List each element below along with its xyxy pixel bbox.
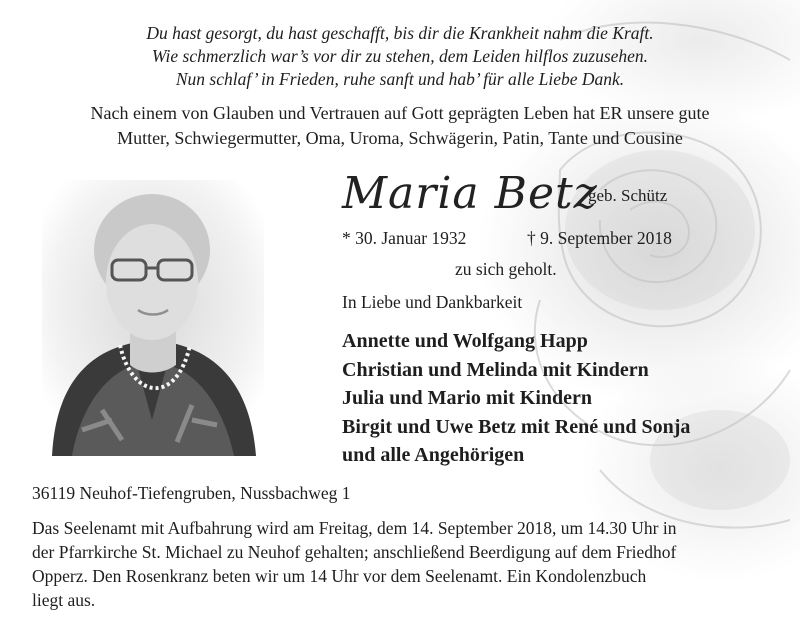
birth-date: * 30. Januar 1932 [342,228,467,248]
mourner-line: Annette und Wolfgang Happ [342,330,588,352]
service-line: liegt aus. [32,590,96,610]
address: 36119 Neuhof-Tiefengruben, Nussbachweg 1 [32,483,351,503]
taken-phrase: zu sich geholt. [455,259,557,279]
intro-text [0,101,800,151]
mourner-line: und alle Angehörigen [342,444,525,466]
mourner-line: Birgit und Uwe Betz mit René und Sonja [342,415,691,438]
poem-line: Nun schlaf’ in Frieden, ruhe sanft und hab’ für alle Liebe Dank. [175,69,625,89]
death-date: † 9. September 2018 [527,228,672,248]
memorial-poem [0,22,800,91]
deceased-name: Maria Betz [342,168,598,219]
mourner-line: Julia und Mario mit Kindern [342,387,593,409]
service-line: Das Seelenamt mit Aufbahrung wird am Freitag, dem 14. September 2018, um 14.30 Uhr in [32,518,677,538]
mourner-line: Christian und Melinda mit Kindern [342,358,649,381]
intro-line: Mutter, Schwiegermutter, Oma, Uroma, Schwägerin, Patin, Tante und Cousine [117,128,683,148]
intro-line: Nach einem von Glauben und Vertrauen auf Gott geprägten Leben hat ER unsere gute [90,103,710,123]
closing-phrase: In Liebe und Dankbarkeit [342,292,523,312]
mourners-list [342,327,690,470]
poem-line: Wie schmerzlich war’s vor dir zu stehen, dem Leiden hilflos zuzusehen. [151,46,649,66]
portrait-photo-icon [42,180,264,456]
service-details [32,516,780,612]
poem-line: Du hast gesorgt, du hast geschafft, bis dir die Krankheit nahm die Kraft. [146,23,654,43]
service-line: Opperz. Den Rosenkranz beten wir um 14 Uhr vor dem Seelenamt. Ein Kondolenzbuch [32,566,647,586]
maiden-name: geb. Schütz [588,186,668,205]
service-line: der Pfarrkirche St. Michael zu Neuhof gehalten; anschließend Beerdigung auf dem Friedhof [32,542,677,562]
